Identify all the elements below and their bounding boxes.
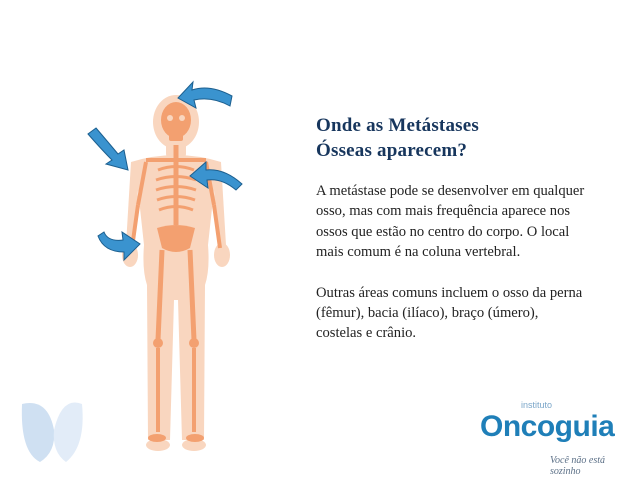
title-line-2: Ósseas aparecem? [316, 140, 468, 161]
logo-tagline: Você não está sozinho [550, 455, 605, 477]
butterfly-logo-icon [22, 402, 83, 462]
paragraph-2: Outras áreas comuns incluem o osso da perna (fêmur), bacia (ilíaco), braço (úmero), costelas e crânio. [316, 284, 583, 342]
title-line-1: Onde as Metástases [316, 115, 479, 136]
paragraph-1: A metástase pode se desenvolver em qualquer osso, mas com mais frequência aparece nos ossos que estão no centro do corpo. O local mais comum é na coluna vertebral. [316, 183, 585, 261]
slide-body [316, 181, 586, 344]
arrow-left-upper [88, 128, 128, 170]
slide-title [316, 113, 616, 163]
logo-main-text: Oncoguia [480, 410, 615, 443]
logo-small-text: instituto [521, 400, 553, 410]
